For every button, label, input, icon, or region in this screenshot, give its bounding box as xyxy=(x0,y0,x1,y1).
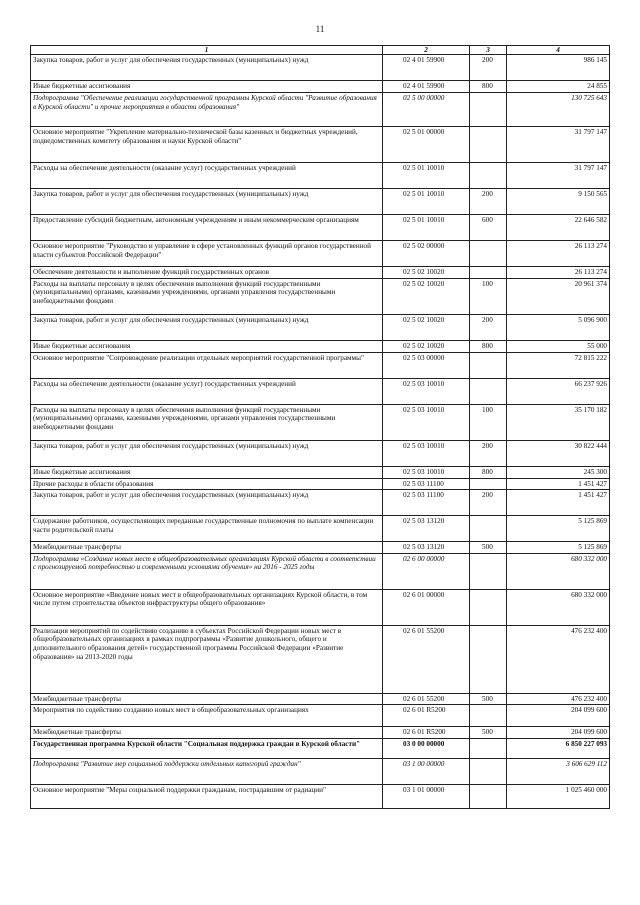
table-row xyxy=(31,189,610,215)
row-vr-cell: 200 xyxy=(470,55,507,81)
page-number: 11 xyxy=(315,24,325,34)
row-vr-cell xyxy=(470,127,507,163)
row-code-cell: 02 4 01 59900 xyxy=(383,55,470,81)
budget-table xyxy=(30,45,610,809)
table-row xyxy=(31,340,610,352)
table-row xyxy=(31,440,610,466)
row-name-cell: Основное мероприятие «Введение новых мест в общеобразовательных организациях Курской области, в том числе путем строительства объектов инфраструктуры общего образования» xyxy=(31,589,383,625)
row-name-cell: Иные бюджетные ассигнования xyxy=(31,81,383,93)
row-sum-cell: 35 170 182 xyxy=(507,404,610,440)
row-name-cell: Закупка товаров, работ и услуг для обеспечения государственных (муниципальных) нужд xyxy=(31,189,383,215)
row-sum-cell: 204 099 600 xyxy=(507,705,610,727)
row-vr-cell: 200 xyxy=(470,314,507,340)
row-vr-cell xyxy=(470,705,507,727)
row-sum-cell: 1 025 460 000 xyxy=(507,784,610,808)
row-sum-cell: 680 332 000 xyxy=(507,589,610,625)
row-sum-cell: 5 125 869 xyxy=(507,516,610,542)
row-sum-cell: 72 815 222 xyxy=(507,352,610,378)
row-sum-cell: 22 646 582 xyxy=(507,215,610,241)
table-row xyxy=(31,378,610,404)
row-code-cell: 02 5 03 13120 xyxy=(383,516,470,542)
table-row xyxy=(31,589,610,625)
row-code-cell: 02 5 03 11100 xyxy=(383,478,470,490)
row-code-cell: 02 5 01 00000 xyxy=(383,127,470,163)
row-name-cell: Иные бюджетные ассигнования xyxy=(31,466,383,478)
row-name-cell: Расходы на обеспечение деятельности (оказание услуг) государственных учреждений xyxy=(31,163,383,189)
row-sum-cell: 1 451 427 xyxy=(507,490,610,516)
table-row xyxy=(31,93,610,127)
table-row xyxy=(31,55,610,81)
row-code-cell: 02 6 00 00000 xyxy=(383,553,470,589)
row-sum-cell: 6 850 227 093 xyxy=(507,738,610,758)
row-code-cell: 02 5 01 10010 xyxy=(383,163,470,189)
row-code-cell: 02 5 03 10010 xyxy=(383,466,470,478)
row-vr-cell: 800 xyxy=(470,81,507,93)
row-code-cell: 02 5 00 00000 xyxy=(383,93,470,127)
row-vr-cell: 500 xyxy=(470,693,507,705)
budget-table-body xyxy=(31,46,610,809)
row-code-cell: 02 5 01 10010 xyxy=(383,189,470,215)
row-code-cell: 02 5 03 13120 xyxy=(383,542,470,554)
row-vr-cell: 800 xyxy=(470,340,507,352)
header-col-code: 2 xyxy=(383,46,470,55)
row-vr-cell: 200 xyxy=(470,189,507,215)
row-name-cell: Государственная программа Курской области "Социальная поддержка граждан в Курской области" xyxy=(31,738,383,758)
row-sum-cell: 5 096 900 xyxy=(507,314,610,340)
row-vr-cell: 600 xyxy=(470,215,507,241)
row-code-cell: 02 5 03 10010 xyxy=(383,378,470,404)
row-code-cell: 02 5 02 10020 xyxy=(383,278,470,314)
row-name-cell: Основное мероприятие "Сопровождение реализации отдельных мероприятий государственной программы" xyxy=(31,352,383,378)
row-vr-cell xyxy=(470,738,507,758)
row-name-cell: Реализация мероприятий по содействию созданию в субъектах Российской Федерации новых мест в общеобразовательных организациях в рамках подпрограммы «Развитие дошкольного, общего и дополнительного образования детей» государственной программы Российской Федерации «Развитие образования» на 2013-2020 годы xyxy=(31,625,383,693)
row-sum-cell: 26 113 274 xyxy=(507,241,610,267)
row-vr-cell xyxy=(470,553,507,589)
table-header-row xyxy=(31,46,610,55)
row-vr-cell xyxy=(470,241,507,267)
table-row xyxy=(31,490,610,516)
table-row xyxy=(31,553,610,589)
row-sum-cell: 476 232 400 xyxy=(507,625,610,693)
row-sum-cell: 680 332 000 xyxy=(507,553,610,589)
row-sum-cell: 1 451 427 xyxy=(507,478,610,490)
row-code-cell: 02 6 01 55200 xyxy=(383,625,470,693)
row-sum-cell: 476 232 400 xyxy=(507,693,610,705)
row-sum-cell: 66 237 926 xyxy=(507,378,610,404)
row-sum-cell: 31 797 147 xyxy=(507,163,610,189)
row-name-cell: Подпрограмма "Развитие мер социальной поддержки отдельных категорий граждан" xyxy=(31,758,383,784)
row-name-cell: Расходы на обеспечение деятельности (оказание услуг) государственных учреждений xyxy=(31,378,383,404)
table-row xyxy=(31,705,610,727)
row-name-cell: Межбюджетные трансферты xyxy=(31,542,383,554)
table-row xyxy=(31,542,610,554)
table-row xyxy=(31,352,610,378)
row-name-cell: Расходы на выплаты персоналу в целях обеспечения выполнения функций государственными (муниципальными) органами, казенными учреждениями, органами управления государственными внебюджетными фондами xyxy=(31,404,383,440)
table-row xyxy=(31,241,610,267)
row-code-cell: 02 6 01 55200 xyxy=(383,693,470,705)
row-name-cell: Основное мероприятие "Меры социальной поддержки гражданам, пострадавшим от радиации" xyxy=(31,784,383,808)
row-name-cell: Мероприятия по содействию созданию новых мест в общеобразовательных организациях xyxy=(31,705,383,727)
row-name-cell: Прочие расходы в области образования xyxy=(31,478,383,490)
row-code-cell: 02 5 03 00000 xyxy=(383,352,470,378)
row-name-cell: Закупка товаров, работ и услуг для обеспечения государственных (муниципальных) нужд xyxy=(31,55,383,81)
row-sum-cell: 55 000 xyxy=(507,340,610,352)
row-code-cell: 02 5 03 11100 xyxy=(383,490,470,516)
row-name-cell: Закупка товаров, работ и услуг для обеспечения государственных (муниципальных) нужд xyxy=(31,490,383,516)
row-vr-cell xyxy=(470,267,507,279)
table-row xyxy=(31,758,610,784)
row-name-cell: Содержание работников, осуществляющих переданные государственные полномочия по выплате компенсации части родительской платы xyxy=(31,516,383,542)
table-row xyxy=(31,404,610,440)
row-sum-cell: 204 099 600 xyxy=(507,727,610,739)
row-sum-cell: 130 725 643 xyxy=(507,93,610,127)
row-vr-cell: 500 xyxy=(470,542,507,554)
table-row xyxy=(31,727,610,739)
row-code-cell: 03 0 00 00000 xyxy=(383,738,470,758)
row-code-cell: 02 6 01 R5200 xyxy=(383,727,470,739)
row-sum-cell: 20 961 374 xyxy=(507,278,610,314)
row-code-cell: 02 4 01 59900 xyxy=(383,81,470,93)
header-col-vr: 3 xyxy=(470,46,507,55)
table-row xyxy=(31,784,610,808)
table-row xyxy=(31,127,610,163)
row-vr-cell xyxy=(470,758,507,784)
row-sum-cell: 986 145 xyxy=(507,55,610,81)
row-name-cell: Закупка товаров, работ и услуг для обеспечения государственных (муниципальных) нужд xyxy=(31,440,383,466)
table-row xyxy=(31,278,610,314)
row-code-cell: 02 5 01 10010 xyxy=(383,215,470,241)
row-code-cell: 02 5 02 10020 xyxy=(383,340,470,352)
table-row xyxy=(31,314,610,340)
row-vr-cell xyxy=(470,478,507,490)
table-row xyxy=(31,478,610,490)
row-name-cell: Иные бюджетные ассигнования xyxy=(31,340,383,352)
row-vr-cell: 100 xyxy=(470,278,507,314)
row-vr-cell xyxy=(470,589,507,625)
row-code-cell: 02 5 02 00000 xyxy=(383,241,470,267)
row-code-cell: 03 1 00 00000 xyxy=(383,758,470,784)
table-row xyxy=(31,466,610,478)
row-sum-cell: 9 150 565 xyxy=(507,189,610,215)
row-vr-cell: 200 xyxy=(470,490,507,516)
table-row xyxy=(31,625,610,693)
row-code-cell: 02 6 01 R5200 xyxy=(383,705,470,727)
row-code-cell: 02 5 02 10020 xyxy=(383,267,470,279)
row-code-cell: 02 5 02 10020 xyxy=(383,314,470,340)
row-name-cell: Основное мероприятие "Укрепление материально-технической базы казенных и бюджетных учреждений, подведомственных комитету образования и науки Курской области" xyxy=(31,127,383,163)
row-name-cell: Межбюджетные трансферты xyxy=(31,693,383,705)
table-row xyxy=(31,516,610,542)
row-code-cell: 03 1 01 00000 xyxy=(383,784,470,808)
row-vr-cell: 500 xyxy=(470,727,507,739)
row-code-cell: 02 6 01 00000 xyxy=(383,589,470,625)
row-vr-cell xyxy=(470,352,507,378)
row-vr-cell xyxy=(470,93,507,127)
row-sum-cell: 5 125 869 xyxy=(507,542,610,554)
row-sum-cell: 30 822 444 xyxy=(507,440,610,466)
row-name-cell: Основное мероприятие "Руководство и управление в сфере установленных функций органов государственной власти субъектов Российской Федерации" xyxy=(31,241,383,267)
table-row xyxy=(31,738,610,758)
row-name-cell: Подпрограмма «Создание новых мест в общеобразовательных организациях Курской области в соответствии с прогнозируемой потребностью и современными условиями обучения» на 2016 - 2025 годы xyxy=(31,553,383,589)
row-name-cell: Обеспечение деятельности и выполнение функций государственных органов xyxy=(31,267,383,279)
table-row xyxy=(31,163,610,189)
row-vr-cell xyxy=(470,163,507,189)
row-vr-cell xyxy=(470,378,507,404)
row-sum-cell: 31 797 147 xyxy=(507,127,610,163)
row-sum-cell: 26 113 274 xyxy=(507,267,610,279)
row-sum-cell: 24 855 xyxy=(507,81,610,93)
row-vr-cell: 200 xyxy=(470,440,507,466)
row-vr-cell: 100 xyxy=(470,404,507,440)
row-vr-cell xyxy=(470,516,507,542)
row-code-cell: 02 5 03 10010 xyxy=(383,440,470,466)
row-name-cell: Расходы на выплаты персоналу в целях обеспечения выполнения функций государственными (муниципальными) органами, казенными учреждениями, органами управления государственными внебюджетными фондами xyxy=(31,278,383,314)
table-row xyxy=(31,267,610,279)
row-vr-cell: 800 xyxy=(470,466,507,478)
row-name-cell: Закупка товаров, работ и услуг для обеспечения государственных (муниципальных) нужд xyxy=(31,314,383,340)
header-col-sum: 4 xyxy=(507,46,610,55)
row-code-cell: 02 5 03 10010 xyxy=(383,404,470,440)
row-vr-cell xyxy=(470,784,507,808)
row-sum-cell: 245 300 xyxy=(507,466,610,478)
table-row xyxy=(31,215,610,241)
table-row xyxy=(31,81,610,93)
row-sum-cell: 3 606 629 112 xyxy=(507,758,610,784)
header-col-name: 1 xyxy=(31,46,383,55)
table-row xyxy=(31,693,610,705)
row-vr-cell xyxy=(470,625,507,693)
row-name-cell: Предоставление субсидий бюджетным, автономным учреждениям и иным некоммерческим организациям xyxy=(31,215,383,241)
row-name-cell: Межбюджетные трансферты xyxy=(31,727,383,739)
row-name-cell: Подпрограмма "Обеспечение реализации государственной программы Курской области "Развитие образования в Курской области" и прочие мероприятия в области образования" xyxy=(31,93,383,127)
